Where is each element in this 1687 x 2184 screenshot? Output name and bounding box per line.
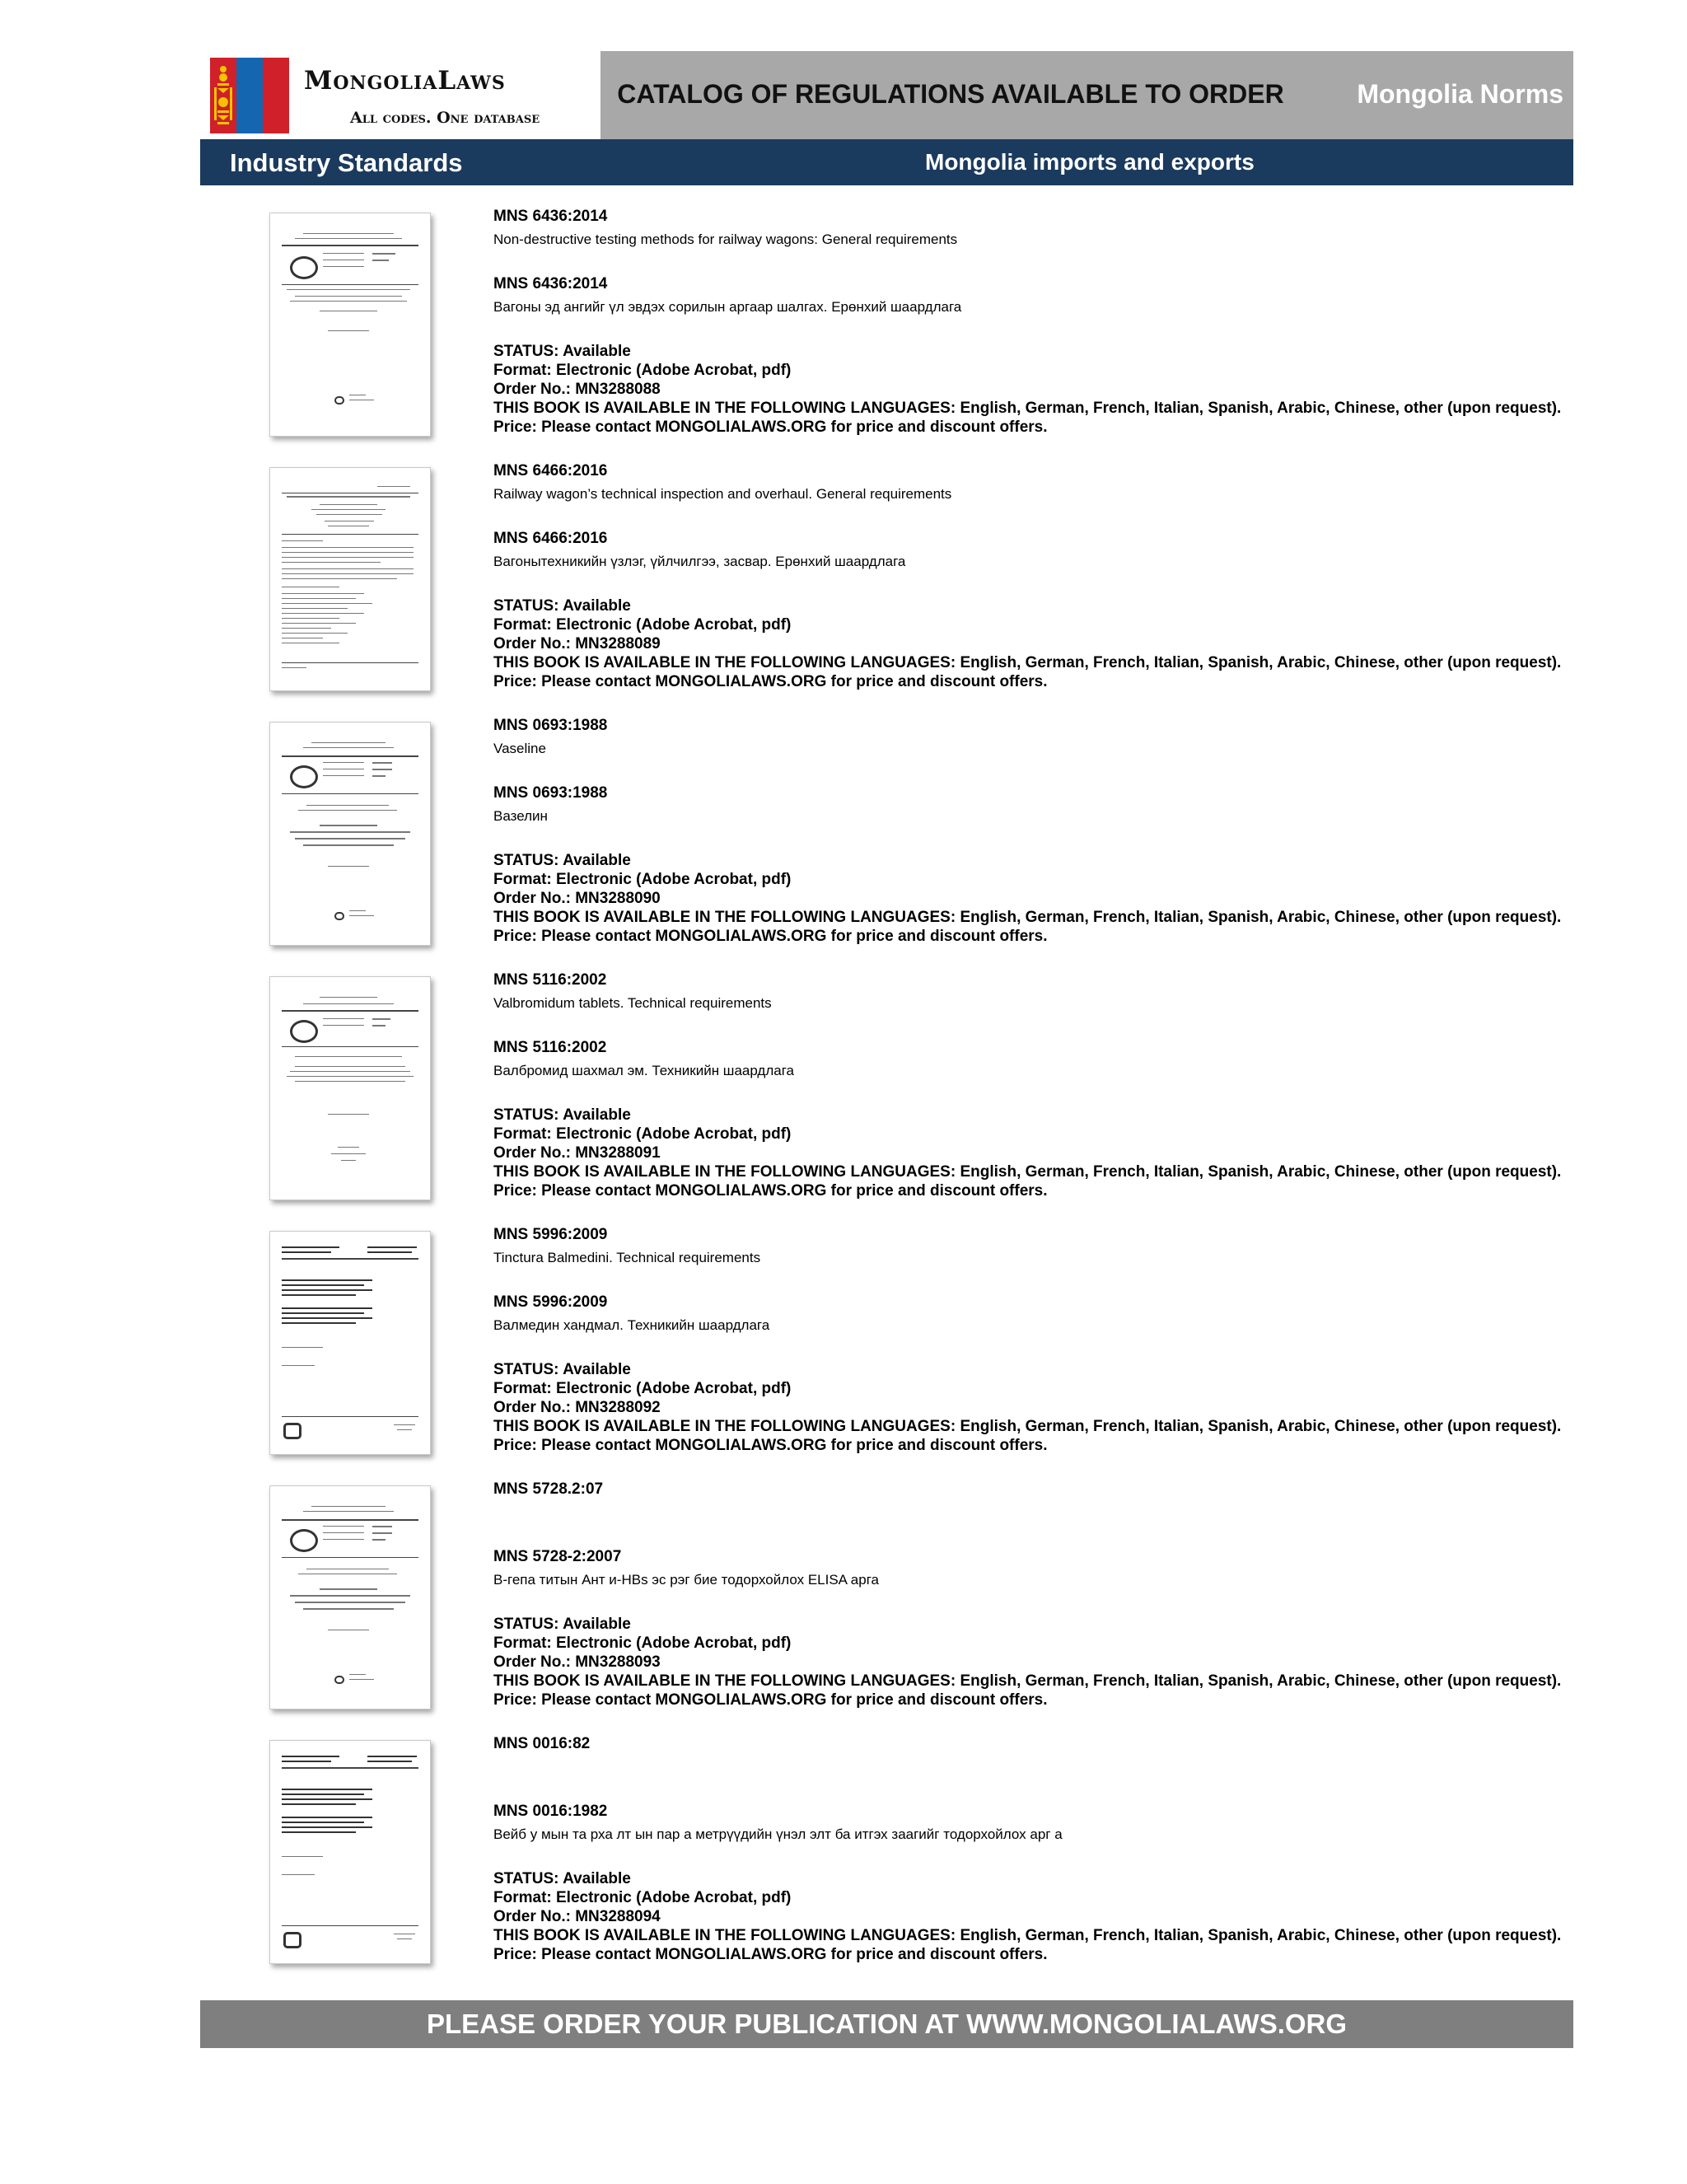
catalog-entry (200, 462, 1573, 709)
standard-title: Railway wagon’s technical inspection and overhaul. General requirements (493, 486, 952, 502)
standard-title: Valbromidum tablets. Technical requirements (493, 995, 772, 1011)
standard-title-mn: Вагонытехникийн үзлэг, үйлчилгээ, засвар. Ерөнхий шаардлага (493, 554, 906, 569)
languages-text: THIS BOOK IS AVAILABLE IN THE FOLLOWING LANGUAGES: English, German, French, Italian, Spanish, Arabic, Chinese, other (upon request). (493, 1418, 1562, 1435)
price-text: Price: Please contact MONGOLIALAWS.ORG for price and discount offers. (493, 673, 1048, 690)
price-text: Price: Please contact MONGOLIALAWS.ORG for price and discount offers. (493, 419, 1048, 436)
standard-code: MNS 0016:82 (493, 1735, 591, 1752)
order-number: Order No.: MN3288094 (493, 1908, 661, 1925)
catalog-entry (200, 971, 1573, 1218)
order-link[interactable]: PLEASE ORDER YOUR PUBLICATION AT WWW.MONGOLIALAWS.ORG (426, 2009, 1348, 2039)
order-number: Order No.: MN3288090 (493, 890, 661, 907)
standard-title-mn: Вейб у мын та рха лт ын пар а метрүүдийн үнэл элт ба итгэх заагийг тодорхойлох арг а (493, 1826, 1063, 1842)
status-text: STATUS: Available (493, 852, 631, 869)
soyombo-emblem-icon (213, 63, 234, 129)
format-text: Format: Electronic (Adobe Acrobat, pdf) (493, 616, 792, 634)
standard-title-mn: Валмедин хандмал. Техникийн шаардлага (493, 1317, 770, 1333)
standard-title: Non-destructive testing methods for railway wagons: General requirements (493, 231, 958, 247)
logo-subtitle: All codes. One database (350, 109, 540, 127)
header-band (600, 51, 1573, 139)
order-footer-bar (200, 2000, 1573, 2048)
status-text: STATUS: Available (493, 597, 631, 615)
price-text: Price: Please contact MONGOLIALAWS.ORG for price and discount offers. (493, 1182, 1048, 1200)
price-text: Price: Please contact MONGOLIALAWS.ORG for price and discount offers. (493, 1437, 1048, 1454)
format-text: Format: Electronic (Adobe Acrobat, pdf) (493, 1634, 792, 1652)
section-title: Industry Standards (230, 148, 463, 177)
standard-code-mn: MNS 5996:2009 (493, 1293, 608, 1311)
mongolia-flag-icon (210, 58, 289, 133)
standard-code: MNS 5116:2002 (493, 971, 607, 989)
catalog-entry (200, 208, 1573, 455)
document-cover-thumbnail[interactable] (269, 1231, 431, 1455)
format-text: Format: Electronic (Adobe Acrobat, pdf) (493, 1380, 792, 1397)
standard-code: MNS 6466:2016 (493, 462, 608, 479)
standard-title: Vaseline (493, 741, 546, 756)
languages-text: THIS BOOK IS AVAILABLE IN THE FOLLOWING LANGUAGES: English, German, French, Italian, Spanish, Arabic, Chinese, other (upon request). (493, 909, 1562, 926)
catalog-entry (200, 1735, 1573, 1982)
logo-title: MongoliaLaws (304, 66, 506, 96)
languages-text: THIS BOOK IS AVAILABLE IN THE FOLLOWING LANGUAGES: English, German, French, Italian, Spanish, Arabic, Chinese, other (upon request). (493, 1927, 1562, 1944)
price-text: Price: Please contact MONGOLIALAWS.ORG for price and discount offers. (493, 1946, 1048, 1963)
logo[interactable] (200, 51, 600, 139)
standard-code-mn: MNS 5728-2:2007 (493, 1548, 622, 1565)
languages-text: THIS BOOK IS AVAILABLE IN THE FOLLOWING LANGUAGES: English, German, French, Italian, Spanish, Arabic, Chinese, other (upon request). (493, 654, 1562, 671)
order-number: Order No.: MN3288093 (493, 1653, 661, 1671)
languages-text: THIS BOOK IS AVAILABLE IN THE FOLLOWING LANGUAGES: English, German, French, Italian, Spanish, Arabic, Chinese, other (upon request). (493, 400, 1562, 417)
catalog-title: CATALOG OF REGULATIONS AVAILABLE TO ORDER (617, 79, 1284, 109)
catalog-entry (200, 1480, 1573, 1728)
document-cover-thumbnail[interactable] (269, 213, 431, 437)
document-cover-thumbnail[interactable] (269, 976, 431, 1200)
standard-title-mn: Валбромид шахмал эм. Техникийн шаардлага (493, 1063, 794, 1078)
standard-title-mn: Вагоны эд ангийг үл эвдэх сорилын аргаар шалгах. Ерөнхий шаардлага (493, 299, 962, 315)
standard-code-mn: MNS 6466:2016 (493, 530, 608, 547)
standard-code-mn: MNS 6436:2014 (493, 275, 608, 292)
standard-title-mn: Вазелин (493, 808, 548, 824)
standard-code: MNS 0693:1988 (493, 717, 608, 734)
document-cover-thumbnail[interactable] (269, 1740, 431, 1964)
format-text: Format: Electronic (Adobe Acrobat, pdf) (493, 362, 792, 379)
languages-text: THIS BOOK IS AVAILABLE IN THE FOLLOWING LANGUAGES: English, German, French, Italian, Spanish, Arabic, Chinese, other (upon request). (493, 1672, 1562, 1690)
header (200, 51, 1573, 139)
document-cover-thumbnail[interactable] (269, 722, 431, 946)
status-text: STATUS: Available (493, 1616, 631, 1633)
format-text: Format: Electronic (Adobe Acrobat, pdf) (493, 1125, 792, 1143)
standard-title-mn: В-гепа титын Aнт и-HBs эс рэг бие тодорхойлох ELISA арга (493, 1572, 879, 1588)
catalog-entry (200, 717, 1573, 964)
format-text: Format: Electronic (Adobe Acrobat, pdf) (493, 871, 792, 888)
standard-code: MNS 5728.2:07 (493, 1480, 604, 1498)
languages-text: THIS BOOK IS AVAILABLE IN THE FOLLOWING LANGUAGES: English, German, French, Italian, Spanish, Arabic, Chinese, other (upon request). (493, 1163, 1562, 1181)
order-number: Order No.: MN3288089 (493, 635, 661, 652)
document-cover-thumbnail[interactable] (269, 1485, 431, 1709)
standard-title: Tinctura Balmedini. Technical requirements (493, 1250, 761, 1265)
order-number: Order No.: MN3288088 (493, 381, 661, 398)
catalog-entry (200, 1226, 1573, 1473)
standard-code-mn: MNS 5116:2002 (493, 1039, 607, 1056)
status-text: STATUS: Available (493, 1870, 631, 1887)
order-number: Order No.: MN3288091 (493, 1144, 661, 1162)
status-text: STATUS: Available (493, 343, 631, 360)
price-text: Price: Please contact MONGOLIALAWS.ORG for price and discount offers. (493, 1691, 1048, 1709)
standard-code-mn: MNS 0693:1988 (493, 784, 608, 802)
subheader-bar (200, 139, 1573, 185)
status-text: STATUS: Available (493, 1106, 631, 1124)
status-text: STATUS: Available (493, 1361, 631, 1378)
standard-code: MNS 6436:2014 (493, 208, 608, 225)
order-number: Order No.: MN3288092 (493, 1399, 661, 1416)
format-text: Format: Electronic (Adobe Acrobat, pdf) (493, 1889, 792, 1906)
brand-name: Mongolia Norms (1357, 79, 1563, 109)
price-text: Price: Please contact MONGOLIALAWS.ORG for price and discount offers. (493, 928, 1048, 945)
standard-code: MNS 5996:2009 (493, 1226, 608, 1243)
document-cover-thumbnail[interactable] (269, 467, 431, 691)
standard-code-mn: MNS 0016:1982 (493, 1803, 608, 1820)
section-subtitle: Mongolia imports and exports (925, 149, 1255, 175)
